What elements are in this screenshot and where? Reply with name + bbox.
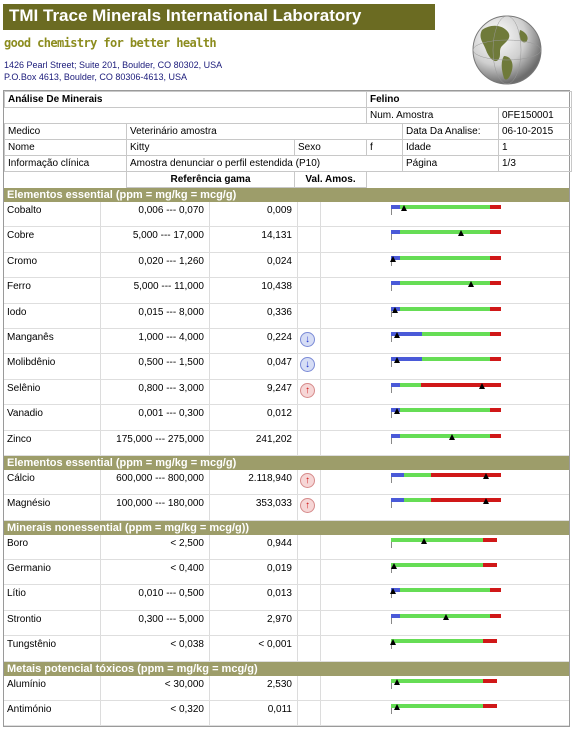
arrow-up-icon: ↑ [300,498,315,513]
value-marker [443,614,449,620]
reference-range: 0,300 --- 5,000 [138,613,204,625]
bar-segment-high [431,498,501,502]
result-row [4,227,569,252]
range-bar [391,679,501,683]
patient-info-table [4,91,572,188]
column-divider [320,676,321,700]
bar-segment-low [391,205,400,209]
result-row [4,495,569,520]
reference-range: 0,006 --- 0,070 [138,205,204,216]
result-row [4,304,569,329]
bar-segment-high [483,704,496,708]
column-divider [297,701,298,725]
column-divider [320,253,321,277]
lab-title: TMI Trace Minerals International Laboratory [9,6,362,25]
column-divider [320,495,321,519]
section-header: Elementos essential (ppm = mg/kg = mcg/g) [4,188,569,202]
value-marker [483,473,489,479]
range-bar [391,434,501,438]
value-marker [394,679,400,685]
bar-segment-normal [422,357,490,361]
reference-range: 0,800 --- 3,000 [138,382,204,394]
column-divider [320,701,321,725]
column-divider [320,636,321,660]
sample-number-label: Num. Amostra [367,108,499,124]
value-marker [483,498,489,504]
bar-segment-high [483,639,496,643]
medico-label: Medico [5,124,127,140]
bar-segment-high [490,332,501,336]
sample-value: 2.118,940 [248,472,292,484]
value-marker [449,434,455,440]
bar-segment-normal [404,473,430,477]
column-divider [320,354,321,378]
column-divider [320,585,321,609]
bar-segment-normal [400,205,490,209]
reference-range: 0,020 --- 1,260 [138,255,204,267]
bar-segment-normal [400,281,490,285]
bar-segment-normal [391,639,483,643]
range-bar [391,704,501,708]
mineral-name: Ferro [7,281,31,293]
mineral-name: Selênio [7,382,41,394]
sample-value: 353,033 [255,498,292,510]
clinical-info-label: Informação clínica [5,156,127,172]
range-bar [391,538,501,542]
column-divider [297,470,298,494]
mineral-name: Manganês [7,331,54,343]
column-divider [297,380,298,404]
mineral-name: Germanio [7,563,51,575]
value-marker [390,588,396,594]
bar-segment-low [391,281,400,285]
address-line-2: P.O.Box 4613, Boulder, CO 80306-4613, USA [4,72,187,82]
column-divider [320,380,321,404]
date-value: 06-10-2015 [499,124,572,140]
result-row [4,585,569,610]
mineral-name: Zinco [7,433,32,445]
result-row [4,560,569,585]
results-sections [4,188,569,726]
range-bar [391,588,501,592]
sample-value: 10,438 [261,281,292,293]
bar-segment-high [483,679,496,683]
bar-segment-high [483,563,496,567]
column-divider [297,227,298,251]
mineral-name: Cobalto [7,205,42,216]
value-marker [394,704,400,710]
reference-range-header: Referência gama [127,172,295,188]
column-divider [320,278,321,302]
arrow-down-icon: ↓ [300,332,315,347]
reference-range: 5,000 --- 11,000 [133,281,204,293]
arrow-down-icon: ↓ [300,357,315,372]
reference-range: 0,500 --- 1,500 [138,357,204,369]
sample-value: 0,047 [266,357,292,369]
sample-value-header: Val. Amos. [295,172,367,188]
mineral-name: Cálcio [7,472,35,484]
range-bar [391,332,501,336]
arrow-up-icon: ↑ [300,383,315,398]
date-label: Data Da Analise: [403,124,499,140]
name-label: Nome [5,140,127,156]
value-marker [394,357,400,363]
sample-value: 2,530 [266,678,292,690]
reference-range: 5,000 --- 17,000 [132,230,204,242]
bar-segment-high [490,614,501,618]
sample-value: 9,247 [266,382,292,394]
column-divider [297,611,298,635]
value-marker [394,408,400,414]
bar-segment-high [490,408,501,412]
value-marker [479,383,485,389]
sample-value: 0,224 [266,331,292,343]
bar-segment-low [391,473,404,477]
mineral-name: Lítio [7,588,26,600]
bar-segment-normal [400,307,490,311]
value-marker [458,230,464,236]
bar-segment-high [490,281,501,285]
bar-segment-normal [400,588,490,592]
result-row [4,701,569,726]
column-divider [297,329,298,353]
result-row [4,611,569,636]
mineral-name: Magnésio [7,498,51,510]
reference-range: < 0,400 [170,563,204,575]
range-bar [391,256,501,260]
species-label: Felino [367,92,572,108]
column-divider [297,354,298,378]
age-value: 1 [499,140,572,156]
sample-value: 2,970 [266,613,292,625]
column-divider [320,470,321,494]
column-divider [297,495,298,519]
bar-segment-high [490,357,501,361]
column-divider [297,535,298,559]
column-divider [320,431,321,455]
sample-value: 0,011 [267,704,292,716]
column-divider [297,253,298,277]
sample-value: 0,019 [266,563,292,575]
mineral-name: Antimónio [7,704,52,716]
value-marker [421,538,427,544]
bar-segment-normal [400,408,490,412]
bar-segment-high [490,588,501,592]
reference-range: 175,000 --- 275,000 [116,433,204,445]
result-row [4,380,569,405]
column-divider [297,405,298,429]
column-divider [297,676,298,700]
column-divider [297,636,298,660]
result-row [4,470,569,495]
bar-segment-normal [391,538,483,542]
reference-range: 0,015 --- 8,000 [138,306,204,318]
reference-range: 0,001 --- 0,300 [138,408,204,420]
bar-segment-normal [400,230,490,234]
range-bar [391,281,501,285]
result-row [4,354,569,379]
result-row [4,535,569,560]
reference-range: 600,000 --- 800,000 [116,472,204,484]
sex-value: f [367,140,403,156]
sample-value: 0,009 [266,205,292,216]
result-row [4,253,569,278]
bar-segment-high [431,473,501,477]
bar-segment-normal [400,434,490,438]
range-bar [391,307,501,311]
bar-segment-high [421,383,501,387]
sample-value: 0,944 [266,537,292,549]
sample-value: 14,131 [261,230,292,242]
column-divider [320,611,321,635]
reference-range: 0,010 --- 0,500 [138,588,204,600]
result-row [4,431,569,456]
value-marker [468,281,474,287]
bar-segment-high [490,230,501,234]
page-label: Página [403,156,499,172]
bar-segment-high [490,205,501,209]
column-divider [297,585,298,609]
mineral-name: Strontio [7,613,42,625]
reference-range: 100,000 --- 180,000 [116,498,204,510]
address-line-1: 1426 Pearl Street; Suite 201, Boulder, CO 80302, USA [4,60,223,70]
age-label: Idade [403,140,499,156]
bar-segment-normal [391,679,483,683]
bar-segment-high [490,434,501,438]
bar-segment-low [391,230,400,234]
column-divider [320,535,321,559]
arrow-up-icon: ↑ [300,473,315,488]
column-divider [320,202,321,226]
bar-segment-high [490,307,501,311]
bar-segment-normal [400,383,421,387]
reference-range: < 0,038 [170,639,204,651]
name-value: Kitty [127,140,295,156]
range-bar [391,230,501,234]
reference-range: < 0,320 [170,704,204,716]
medico-value: Veterinário amostra [127,124,403,140]
column-divider [297,278,298,302]
value-marker [391,563,397,569]
range-bar [391,639,501,643]
sex-label: Sexo [295,140,367,156]
sample-value: 0,024 [266,255,292,267]
bar-segment-high [490,256,501,260]
bar-segment-low [391,434,400,438]
column-divider [320,227,321,251]
mineral-name: Tungstênio [7,639,57,651]
sample-number-value: 0FE150001 [499,108,572,124]
column-divider [297,431,298,455]
value-marker [390,256,396,262]
bar-segment-low [391,614,400,618]
reference-range: < 30,000 [164,678,204,690]
mineral-name: Cromo [7,255,38,267]
sample-value: 0,012 [266,408,292,420]
clinical-info-value: Amostra denunciar o perfil estendida (P10) [127,156,403,172]
value-marker [394,332,400,338]
bar-segment-low [391,498,404,502]
sample-value: 0,013 [266,588,292,600]
bar-segment-normal [391,563,483,567]
bar-segment-normal [404,498,430,502]
section-header: Elementos essential (ppm = mg/kg = mcg/g) [4,456,569,470]
section-header: Metais potencial tóxicos (ppm = mg/kg = mcg/g) [4,662,569,676]
mineral-name: Vanadio [7,408,43,420]
mineral-name: Alumínio [7,678,46,690]
section-header: Minerais nonessential (ppm = mg/kg = mcg/g)) [4,521,569,535]
value-marker [401,205,407,211]
report-box [3,90,570,727]
report-title: Análise De Minerais [5,92,367,108]
reference-range: 1,000 --- 4,000 [138,331,204,343]
bar-segment-low [391,383,400,387]
column-divider [320,329,321,353]
column-divider [320,304,321,328]
bar-segment-normal [422,332,490,336]
column-divider [297,202,298,226]
range-bar [391,205,501,209]
bar-segment-normal [400,256,490,260]
mineral-name: Cobre [7,230,35,242]
mineral-name: Molibdênio [7,357,56,369]
value-marker [390,639,396,645]
result-row [4,636,569,661]
result-row [4,405,569,430]
range-bar [391,408,501,412]
bar-segment-high [483,538,496,542]
result-row [4,676,569,701]
result-row [4,202,569,227]
sample-value: 0,336 [266,306,292,318]
sample-value: 241,202 [255,433,292,445]
bar-segment-normal [391,704,483,708]
page-value: 1/3 [499,156,572,172]
reference-range: < 2,500 [170,537,204,549]
tagline: good chemistry for better health [4,36,216,50]
result-row [4,278,569,303]
range-bar [391,357,501,361]
column-divider [320,560,321,584]
mineral-name: Boro [7,537,29,549]
globe-icon [468,12,546,88]
range-bar [391,563,501,567]
column-divider [297,560,298,584]
result-row [4,329,569,354]
sample-value: < 0,001 [258,639,292,651]
column-divider [297,304,298,328]
column-divider [320,405,321,429]
value-marker [392,307,398,313]
mineral-name: Iodo [7,306,27,318]
